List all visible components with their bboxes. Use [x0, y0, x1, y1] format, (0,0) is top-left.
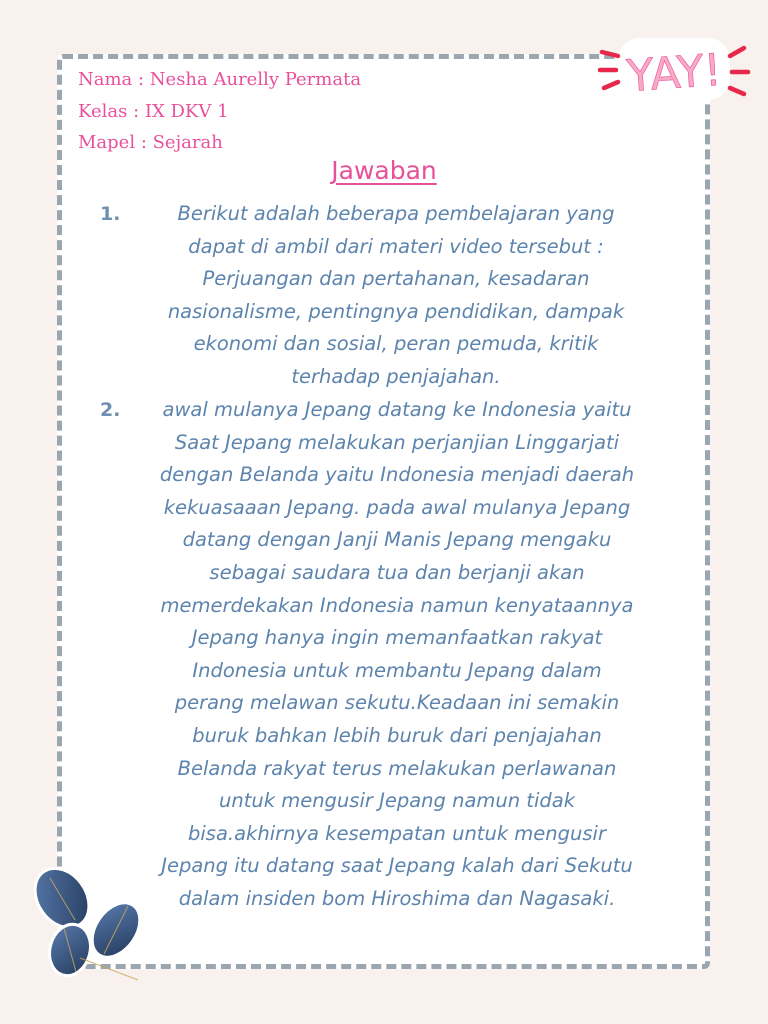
answer-line: Indonesia untuk membantu Jepang dalam	[192, 658, 602, 682]
answer-line: untuk mengusir Jepang namun tidak	[218, 789, 575, 813]
answer-line: perang melawan sekutu.Keadaan ini semakin	[174, 691, 620, 715]
yay-sticker-text: YAY!	[625, 44, 724, 103]
answer-1-number: 1.	[100, 203, 121, 225]
page-title: Jawaban	[331, 156, 437, 185]
answer-line: terhadap penjajahan.	[291, 364, 501, 388]
answer-line: sebagai saudara tua dan berjanji akan	[209, 560, 585, 584]
answer-line: Jepang hanya ingin memanfaatkan rakyat	[191, 626, 603, 650]
answer-line: dalam insiden bom Hiroshima dan Nagasaki.	[178, 886, 616, 910]
blue-leaves-icon	[20, 858, 150, 983]
answer-line: datang dengan Janji Manis Jepang mengaku	[182, 528, 612, 552]
answer-2-text	[118, 394, 676, 916]
answer-line: ekonomi dan sosial, peran pemuda, kritik	[193, 332, 599, 356]
student-class: Kelas : IX DKV 1	[78, 101, 229, 122]
answer-line: Perjuangan dan pertahanan, kesadaran	[202, 267, 590, 291]
student-name: Nama : Nesha Aurelly Permata	[78, 69, 362, 90]
answer-line: Berikut adalah beberapa pembelajaran yang	[177, 202, 615, 225]
answer-line: buruk bahkan lebih buruk dari penjajahan	[192, 723, 602, 747]
answer-line: kekuasaaan Jepang. pada awal mulanya Jepang	[163, 495, 631, 519]
answer-line: Belanda rakyat terus melakukan perlawanan	[177, 756, 617, 780]
answer-1-text	[128, 198, 664, 394]
answer-line: memerdekakan Indonesia namun kenyataannya	[160, 593, 634, 617]
answer-line: bisa.akhirnya kesempatan untuk mengusir	[187, 821, 606, 845]
answer-line: Saat Jepang melakukan perjanjian Linggarjati	[174, 430, 620, 454]
subject: Mapel : Sejarah	[78, 132, 223, 153]
yay-sticker-icon	[596, 30, 752, 110]
answer-line: nasionalisme, pentingnya pendidikan, dampak	[167, 299, 625, 323]
answer-2-number: 2.	[100, 399, 121, 421]
answer-line: dapat di ambil dari materi video tersebut :	[188, 234, 604, 258]
answer-line: dengan Belanda yaitu Indonesia menjadi daerah	[159, 463, 635, 487]
answer-line: awal mulanya Jepang datang ke Indonesia yaitu	[162, 398, 632, 421]
answer-line: Jepang itu datang saat Jepang kalah dari Sekutu	[161, 854, 633, 878]
